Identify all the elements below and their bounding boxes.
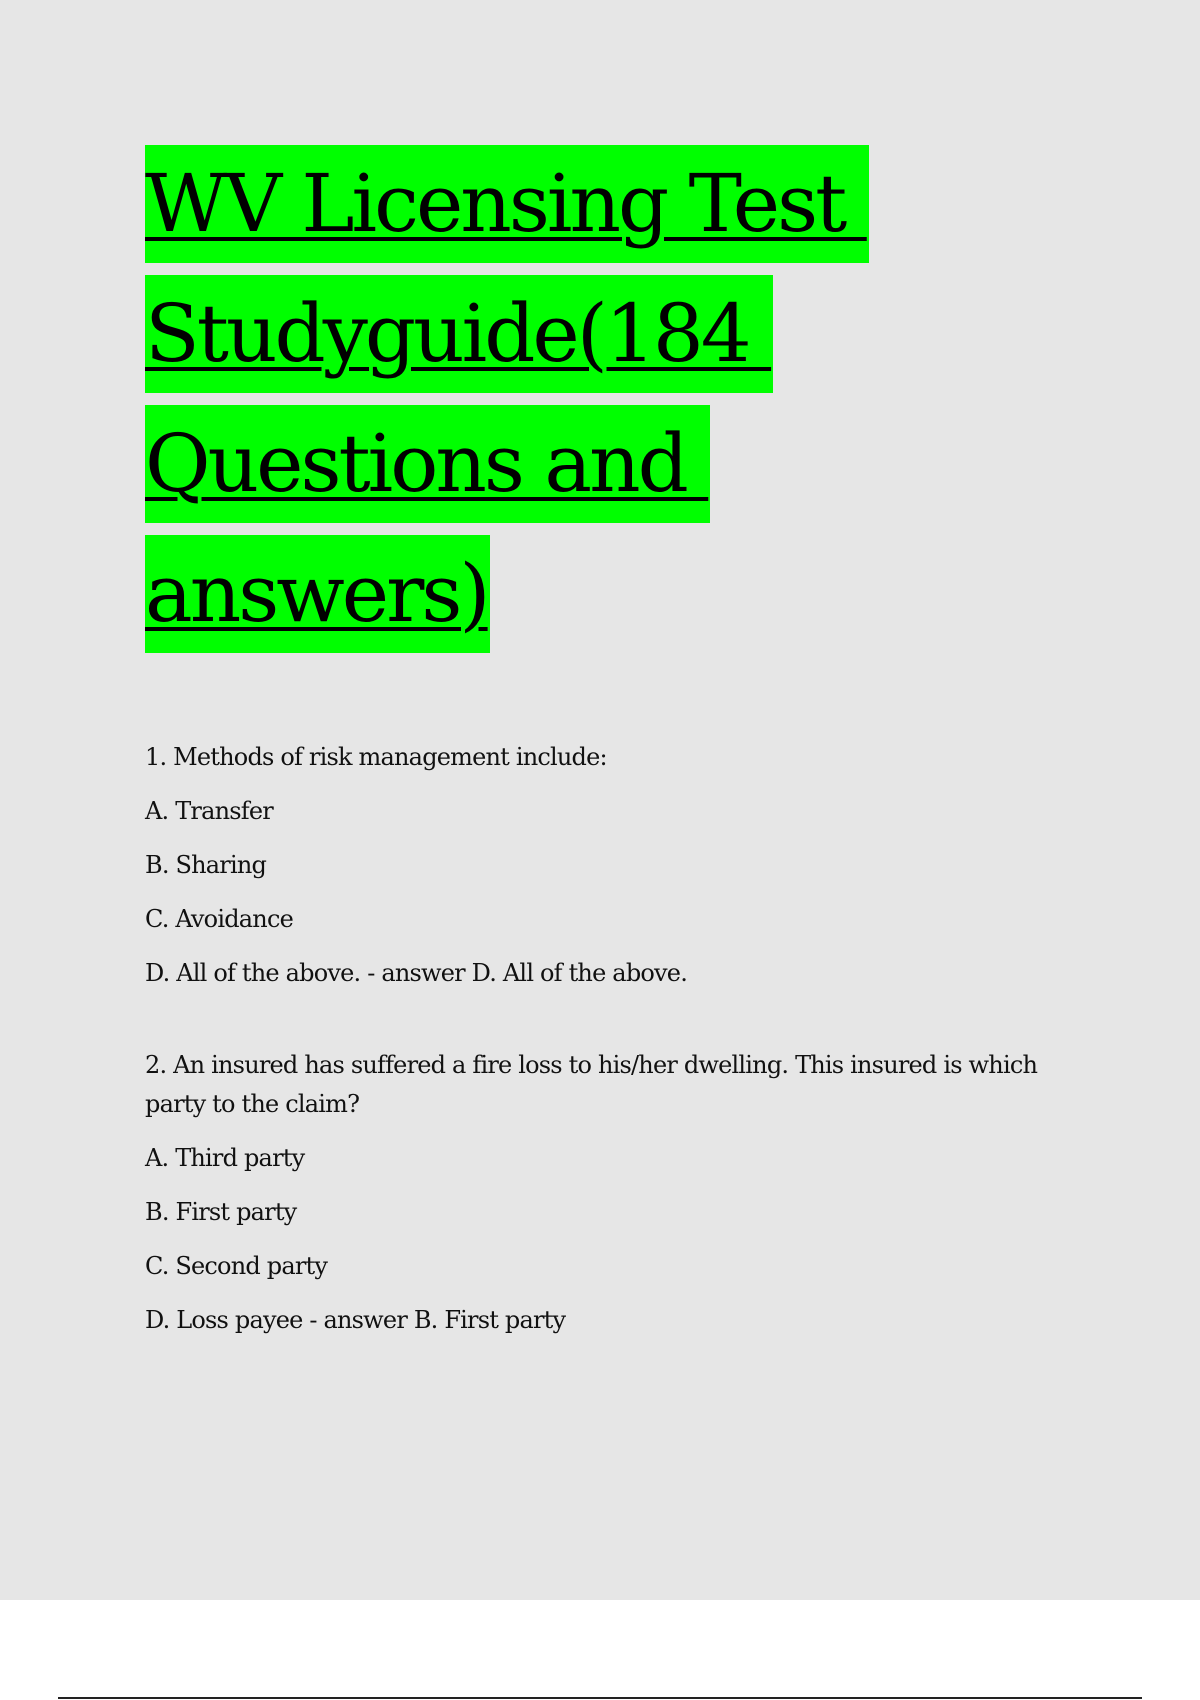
answer-option: C. Avoidance xyxy=(145,905,293,933)
title-line xyxy=(145,405,1045,535)
title-line-text: answers) xyxy=(145,535,490,653)
answer-option: D. Loss payee - answer B. First party xyxy=(145,1306,566,1334)
question-list xyxy=(145,738,1095,1355)
question-item xyxy=(145,738,1095,993)
title-line-text: Questions and xyxy=(145,405,710,523)
answer-option: B. First party xyxy=(145,1198,297,1226)
document-title xyxy=(145,145,1045,665)
title-line-text: Studyguide(184 xyxy=(145,275,773,393)
footer-divider xyxy=(58,1697,1142,1699)
question-text: 1. Methods of risk management include: xyxy=(145,743,607,771)
answer-option: C. Second party xyxy=(145,1252,328,1280)
title-line xyxy=(145,535,1045,665)
answer-option: D. All of the above. - answer D. All of the above. xyxy=(145,959,688,987)
title-line xyxy=(145,145,1045,275)
title-line-text: WV Licensing Test xyxy=(145,145,869,263)
title-line xyxy=(145,275,1045,405)
answer-option: A. Third party xyxy=(145,1144,305,1172)
answer-option: B. Sharing xyxy=(145,851,267,879)
question-item xyxy=(145,1046,1095,1340)
answer-option: A. Transfer xyxy=(145,797,273,825)
question-text: 2. An insured has suffered a fire loss to his/her dwelling. This insured is which party to the claim? xyxy=(145,1051,1038,1118)
